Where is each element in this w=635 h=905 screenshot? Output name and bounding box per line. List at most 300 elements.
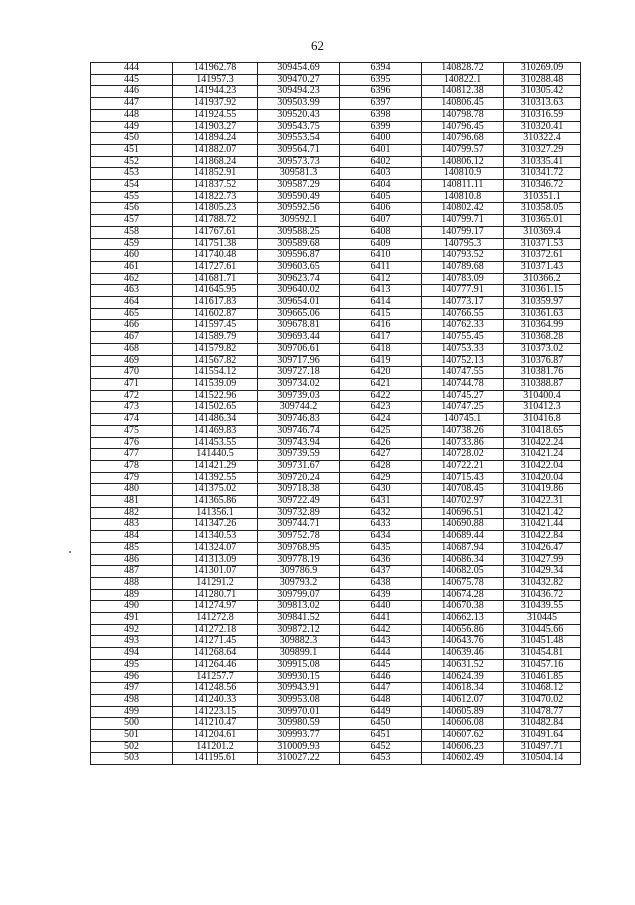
table-cell: 309930.15	[258, 671, 340, 683]
table-cell: 6418	[340, 343, 422, 355]
table-cell: 6423	[340, 402, 422, 414]
table-cell: 6407	[340, 215, 422, 227]
table-cell: 309778.19	[258, 554, 340, 566]
table-cell: 6419	[340, 355, 422, 367]
table-cell: 141788.72	[173, 215, 258, 227]
table-cell: 449	[91, 121, 173, 133]
table-cell: 140810.9	[422, 168, 504, 180]
table-row	[91, 531, 581, 543]
table-cell: 310320.41	[504, 121, 581, 133]
table-cell: 6405	[340, 191, 422, 203]
table-cell: 490	[91, 601, 173, 613]
table-cell: 6450	[340, 718, 422, 730]
table-row	[91, 261, 581, 273]
table-cell: 310420.04	[504, 472, 581, 484]
table-cell: 141356.1	[173, 507, 258, 519]
table-cell: 140689.44	[422, 531, 504, 543]
table-cell: 6404	[340, 180, 422, 192]
table-cell: 450	[91, 133, 173, 145]
table-row	[91, 694, 581, 706]
table-row	[91, 285, 581, 297]
table-row	[91, 74, 581, 86]
table-cell: 309915.08	[258, 659, 340, 671]
table-cell: 310445.66	[504, 624, 581, 636]
table-cell: 140796.68	[422, 133, 504, 145]
table-cell: 309882.3	[258, 636, 340, 648]
table-cell: 140639.46	[422, 648, 504, 660]
table-row	[91, 659, 581, 671]
table-cell: 141567.82	[173, 355, 258, 367]
table-cell: 141223.15	[173, 706, 258, 718]
table-row	[91, 273, 581, 285]
table-cell: 309590.49	[258, 191, 340, 203]
table-cell: 310372.61	[504, 250, 581, 262]
table-cell: 141365.86	[173, 496, 258, 508]
table-row	[91, 133, 581, 145]
table-cell: 310421.24	[504, 449, 581, 461]
table-cell: 6439	[340, 589, 422, 601]
table-cell: 6421	[340, 378, 422, 390]
table-cell: 6411	[340, 261, 422, 273]
table-cell: 310421.42	[504, 507, 581, 519]
table-cell: 309588.25	[258, 226, 340, 238]
table-cell: 309596.87	[258, 250, 340, 262]
table-cell: 309706.61	[258, 343, 340, 355]
table-cell: 141271.45	[173, 636, 258, 648]
table-cell: 310322.4	[504, 133, 581, 145]
table-cell: 463	[91, 285, 173, 297]
table-cell: 309589.68	[258, 238, 340, 250]
table-cell: 309654.01	[258, 297, 340, 309]
table-cell: 6434	[340, 531, 422, 543]
table-cell: 309720.24	[258, 472, 340, 484]
table-cell: 309603.65	[258, 261, 340, 273]
table-cell: 6415	[340, 308, 422, 320]
table-cell: 140662.13	[422, 613, 504, 625]
table-cell: 140733.86	[422, 437, 504, 449]
table-cell: 6416	[340, 320, 422, 332]
table-cell: 141340.53	[173, 531, 258, 543]
table-cell: 141421.29	[173, 460, 258, 472]
table-cell: 141272.18	[173, 624, 258, 636]
table-cell: 474	[91, 414, 173, 426]
table-cell: 141589.79	[173, 332, 258, 344]
table-cell: 309581.3	[258, 168, 340, 180]
table-cell: 460	[91, 250, 173, 262]
table-cell: 310419.86	[504, 484, 581, 496]
table-cell: 498	[91, 694, 173, 706]
table-row	[91, 566, 581, 578]
table-cell: 310381.76	[504, 367, 581, 379]
table-cell: 309793.2	[258, 577, 340, 589]
table-cell: 6394	[340, 63, 422, 75]
table-cell: 141201.2	[173, 741, 258, 753]
table-cell: 309872.12	[258, 624, 340, 636]
table-cell: 141195.61	[173, 753, 258, 765]
table-cell: 309732.89	[258, 507, 340, 519]
table-row	[91, 472, 581, 484]
table-cell: 6399	[340, 121, 422, 133]
table-row	[91, 624, 581, 636]
table-cell: 6408	[340, 226, 422, 238]
table-cell: 141617.83	[173, 297, 258, 309]
table-row	[91, 332, 581, 344]
table-cell: 140696.51	[422, 507, 504, 519]
table-cell: 310365.01	[504, 215, 581, 227]
table-cell: 309739.03	[258, 390, 340, 402]
table-cell: 309543.75	[258, 121, 340, 133]
table-cell: 140722.21	[422, 460, 504, 472]
table-cell: 141837.52	[173, 180, 258, 192]
table-cell: 310451.48	[504, 636, 581, 648]
table-cell: 309553.54	[258, 133, 340, 145]
table-cell: 141852.91	[173, 168, 258, 180]
table-cell: 140602.49	[422, 753, 504, 765]
table-row	[91, 507, 581, 519]
table-cell: 141597.45	[173, 320, 258, 332]
table-cell: 6414	[340, 297, 422, 309]
table-row	[91, 343, 581, 355]
table-row	[91, 554, 581, 566]
table-cell: 6446	[340, 671, 422, 683]
table-row	[91, 250, 581, 262]
table-row	[91, 156, 581, 168]
table-row	[91, 484, 581, 496]
table-cell: 309953.08	[258, 694, 340, 706]
table-cell: 470	[91, 367, 173, 379]
table-cell: 6430	[340, 484, 422, 496]
table-cell: 309743.94	[258, 437, 340, 449]
table-cell: 309734.02	[258, 378, 340, 390]
table-cell: 478	[91, 460, 173, 472]
table-cell: 310470.02	[504, 694, 581, 706]
table-cell: 140796.45	[422, 121, 504, 133]
table-cell: 310316.59	[504, 109, 581, 121]
table-cell: 310436.72	[504, 589, 581, 601]
table-cell: 140606.23	[422, 741, 504, 753]
table-cell: 310478.77	[504, 706, 581, 718]
table-cell: 140799.17	[422, 226, 504, 238]
table-cell: 140747.25	[422, 402, 504, 414]
table-row	[91, 144, 581, 156]
table-cell: 141767.61	[173, 226, 258, 238]
table-cell: 310376.87	[504, 355, 581, 367]
table-cell: 310371.43	[504, 261, 581, 273]
table-cell: 309799.07	[258, 589, 340, 601]
table-cell: 479	[91, 472, 173, 484]
table-cell: 141894.24	[173, 133, 258, 145]
table-cell: 140702.97	[422, 496, 504, 508]
table-cell: 457	[91, 215, 173, 227]
table-cell: 309744.71	[258, 519, 340, 531]
table-cell: 310468.12	[504, 683, 581, 695]
table-row	[91, 460, 581, 472]
table-cell: 310327.29	[504, 144, 581, 156]
table-cell: 141440.5	[173, 449, 258, 461]
table-cell: 141681.71	[173, 273, 258, 285]
table-row	[91, 390, 581, 402]
table-row	[91, 414, 581, 426]
table-cell: 309768.95	[258, 542, 340, 554]
table-cell: 309722.49	[258, 496, 340, 508]
table-cell: 6435	[340, 542, 422, 554]
table-cell: 6428	[340, 460, 422, 472]
table-cell: 141274.97	[173, 601, 258, 613]
table-cell: 310497.71	[504, 741, 581, 753]
table-cell: 6395	[340, 74, 422, 86]
table-row	[91, 496, 581, 508]
table-cell: 487	[91, 566, 173, 578]
table-cell: 476	[91, 437, 173, 449]
table-row	[91, 63, 581, 75]
table-cell: 140793.52	[422, 250, 504, 262]
table-cell: 140607.62	[422, 730, 504, 742]
table-cell: 140799.57	[422, 144, 504, 156]
table-cell: 6410	[340, 250, 422, 262]
table-cell: 141502.65	[173, 402, 258, 414]
table-cell: 310421.44	[504, 519, 581, 531]
table-row	[91, 355, 581, 367]
table-cell: 459	[91, 238, 173, 250]
table-row	[91, 238, 581, 250]
table-cell: 310426.47	[504, 542, 581, 554]
table-row	[91, 671, 581, 683]
table-cell: 6401	[340, 144, 422, 156]
table-cell: 140708.45	[422, 484, 504, 496]
table-row	[91, 753, 581, 765]
table-cell: 503	[91, 753, 173, 765]
table-cell: 481	[91, 496, 173, 508]
table-cell: 310361.63	[504, 308, 581, 320]
table-row	[91, 378, 581, 390]
table-cell: 141268.64	[173, 648, 258, 660]
table-cell: 141579.82	[173, 343, 258, 355]
table-cell: 309693.44	[258, 332, 340, 344]
table-cell: 310288.48	[504, 74, 581, 86]
table-cell: 309746.83	[258, 414, 340, 426]
table-cell: 310335.41	[504, 156, 581, 168]
table-cell: 468	[91, 343, 173, 355]
table-cell: 309640.02	[258, 285, 340, 297]
table-cell: 310427.99	[504, 554, 581, 566]
table-cell: 310364.99	[504, 320, 581, 332]
table-cell: 6424	[340, 414, 422, 426]
table-cell: 140643.76	[422, 636, 504, 648]
table-cell: 6437	[340, 566, 422, 578]
table-cell: 309993.77	[258, 730, 340, 742]
table-cell: 461	[91, 261, 173, 273]
table-row	[91, 519, 581, 531]
table-cell: 499	[91, 706, 173, 718]
table-row	[91, 308, 581, 320]
table-cell: 309731.67	[258, 460, 340, 472]
table-cell: 466	[91, 320, 173, 332]
table-cell: 310429.34	[504, 566, 581, 578]
table-cell: 140822.1	[422, 74, 504, 86]
table-cell: 6441	[340, 613, 422, 625]
table-row	[91, 648, 581, 660]
table-cell: 141751.38	[173, 238, 258, 250]
table-cell: 6402	[340, 156, 422, 168]
table-row	[91, 437, 581, 449]
table-cell: 491	[91, 613, 173, 625]
table-cell: 446	[91, 86, 173, 98]
table-cell: 141204.61	[173, 730, 258, 742]
table-cell: 140618.34	[422, 683, 504, 695]
table-cell: 6447	[340, 683, 422, 695]
table-cell: 310359.97	[504, 297, 581, 309]
table-cell: 496	[91, 671, 173, 683]
table-cell: 502	[91, 741, 173, 753]
table-cell: 309727.18	[258, 367, 340, 379]
table-cell: 465	[91, 308, 173, 320]
table-cell: 6398	[340, 109, 422, 121]
table-cell: 6443	[340, 636, 422, 648]
table-cell: 488	[91, 577, 173, 589]
table-cell: 141522.96	[173, 390, 258, 402]
table-cell: 310412.3	[504, 402, 581, 414]
table-row	[91, 577, 581, 589]
table-row	[91, 191, 581, 203]
table-cell: 497	[91, 683, 173, 695]
table-cell: 141602.87	[173, 308, 258, 320]
table-cell: 309980.59	[258, 718, 340, 730]
table-cell: 493	[91, 636, 173, 648]
table-cell: 141944.23	[173, 86, 258, 98]
table-row	[91, 425, 581, 437]
table-cell: 310371.53	[504, 238, 581, 250]
table-cell: 310366.2	[504, 273, 581, 285]
table-cell: 310341.72	[504, 168, 581, 180]
table-cell: 141210.47	[173, 718, 258, 730]
table-cell: 6412	[340, 273, 422, 285]
table-cell: 310432.82	[504, 577, 581, 589]
table-cell: 6397	[340, 98, 422, 110]
table-cell: 310418.65	[504, 425, 581, 437]
table-cell: 310422.24	[504, 437, 581, 449]
table-cell: 140811.11	[422, 180, 504, 192]
table-cell: 141903.27	[173, 121, 258, 133]
table-cell: 310305.42	[504, 86, 581, 98]
table-cell: 6400	[340, 133, 422, 145]
table-row	[91, 589, 581, 601]
table-cell: 309841.52	[258, 613, 340, 625]
table-cell: 140766.55	[422, 308, 504, 320]
table-cell: 140675.78	[422, 577, 504, 589]
table-cell: 140728.02	[422, 449, 504, 461]
table-cell: 310358.05	[504, 203, 581, 215]
table-cell: 6444	[340, 648, 422, 660]
table-cell: 141554.12	[173, 367, 258, 379]
table-row	[91, 601, 581, 613]
table-cell: 140682.05	[422, 566, 504, 578]
table-cell: 141392.55	[173, 472, 258, 484]
table-cell: 310313.63	[504, 98, 581, 110]
table-cell: 140753.33	[422, 343, 504, 355]
table-cell: 141822.73	[173, 191, 258, 203]
table-cell: 6433	[340, 519, 422, 531]
table-cell: 310439.55	[504, 601, 581, 613]
table-row	[91, 215, 581, 227]
table-cell: 309717.96	[258, 355, 340, 367]
table-row	[91, 449, 581, 461]
table-cell: 310361.15	[504, 285, 581, 297]
table-cell: 141957.3	[173, 74, 258, 86]
table-cell: 6422	[340, 390, 422, 402]
table-cell: 140773.17	[422, 297, 504, 309]
table-cell: 141324.07	[173, 542, 258, 554]
table-row	[91, 109, 581, 121]
table-cell: 141539.09	[173, 378, 258, 390]
table-cell: 140631.52	[422, 659, 504, 671]
table-cell: 309665.06	[258, 308, 340, 320]
table-cell: 309899.1	[258, 648, 340, 660]
table-cell: 141962.78	[173, 63, 258, 75]
table-row	[91, 718, 581, 730]
table-cell: 141375.02	[173, 484, 258, 496]
table-cell: 472	[91, 390, 173, 402]
table-cell: 140745.1	[422, 414, 504, 426]
table-cell: 140789.68	[422, 261, 504, 273]
table-cell: 309970.01	[258, 706, 340, 718]
table-cell: 6417	[340, 332, 422, 344]
table-cell: 310368.28	[504, 332, 581, 344]
table-cell: 6413	[340, 285, 422, 297]
table-cell: 140762.33	[422, 320, 504, 332]
table-cell: 310373.02	[504, 343, 581, 355]
table-cell: 6432	[340, 507, 422, 519]
table-cell: 6442	[340, 624, 422, 636]
table-cell: 6406	[340, 203, 422, 215]
table-cell: 464	[91, 297, 173, 309]
table-cell: 444	[91, 63, 173, 75]
table-cell: 452	[91, 156, 173, 168]
table-cell: 456	[91, 203, 173, 215]
table-cell: 6420	[340, 367, 422, 379]
table-cell: 475	[91, 425, 173, 437]
table-cell: 6403	[340, 168, 422, 180]
table-cell: 6445	[340, 659, 422, 671]
table-cell: 140798.78	[422, 109, 504, 121]
table-cell: 140812.38	[422, 86, 504, 98]
table-row	[91, 683, 581, 695]
table-cell: 140802.42	[422, 203, 504, 215]
table-cell: 140686.34	[422, 554, 504, 566]
table-cell: 6449	[340, 706, 422, 718]
table-cell: 141264.46	[173, 659, 258, 671]
table-cell: 310422.84	[504, 531, 581, 543]
table-cell: 309943.91	[258, 683, 340, 695]
table-row	[91, 613, 581, 625]
table-cell: 310400.4	[504, 390, 581, 402]
table-row	[91, 226, 581, 238]
table-cell: 6429	[340, 472, 422, 484]
table-cell: 140755.45	[422, 332, 504, 344]
table-cell: 310027.22	[258, 753, 340, 765]
table-cell: 141645.95	[173, 285, 258, 297]
table-cell: 310369.4	[504, 226, 581, 238]
table-row	[91, 180, 581, 192]
table-cell: 447	[91, 98, 173, 110]
table-cell: 309587.29	[258, 180, 340, 192]
table-cell: 309739.59	[258, 449, 340, 461]
table-cell: 310454.81	[504, 648, 581, 660]
table-cell: 140690.88	[422, 519, 504, 531]
table-cell: 309592.1	[258, 215, 340, 227]
table-cell: 140810.8	[422, 191, 504, 203]
table-cell: 140795.3	[422, 238, 504, 250]
table-cell: 309573.73	[258, 156, 340, 168]
